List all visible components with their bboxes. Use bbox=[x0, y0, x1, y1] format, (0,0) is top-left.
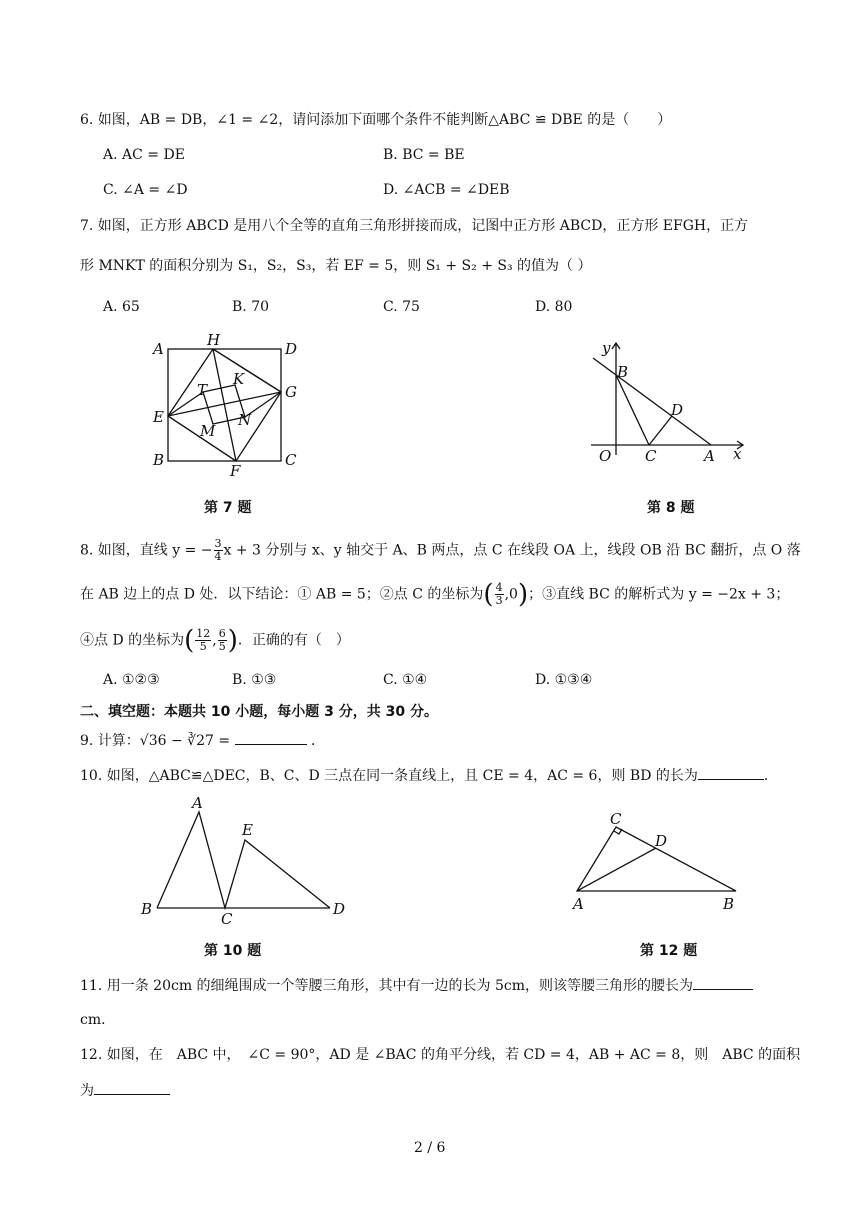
q8-line2-end: ；③直线 BC 的解析式为 y = −2x + 3； bbox=[528, 586, 790, 603]
q8-fraction-6-5 bbox=[218, 628, 227, 653]
fig10-label-e: E bbox=[242, 821, 253, 839]
page-number: 2 / 6 bbox=[414, 1140, 446, 1156]
fig10-label-a: A bbox=[192, 794, 203, 812]
q6-option-c: C. ∠A = ∠D bbox=[103, 182, 188, 198]
q7-stem-line2: 形 MNKT 的面积分别为 S₁，S₂，S₃，若 EF = 5，则 S₁ + S₂ + S₃ 的值为（ ） bbox=[80, 258, 592, 274]
fig7-label-b: B bbox=[153, 451, 165, 469]
q10 bbox=[80, 765, 778, 786]
q8-frac1-numerator: 3 bbox=[214, 537, 222, 550]
q8-frac2-denominator: 3 bbox=[495, 594, 503, 607]
q8-line3-start: ④点 D 的坐标为 bbox=[80, 632, 185, 649]
q12-answer-blank bbox=[94, 1080, 170, 1095]
fig10-caption: 第 10 题 bbox=[204, 943, 262, 959]
figure-7-square-diagram bbox=[145, 330, 315, 480]
q8-line2: 在 AB 边上的点 D 处．以下结论：① AB = 5；②点 C 的坐标为( $\frac{4}{3}$ ,0)；③直线 BC 的解析式为 y = −2x + 3； bbox=[80, 579, 790, 610]
fig7-label-t: T bbox=[197, 381, 208, 399]
fig12-label-d: D bbox=[655, 832, 668, 850]
q7-option-a: A. 65 bbox=[103, 299, 140, 315]
q10-end: ． bbox=[763, 768, 778, 784]
fig10-label-c: C bbox=[221, 910, 233, 925]
q8-frac4-denominator: 5 bbox=[218, 640, 226, 653]
q12-line1: 12. 如图，在 ABC 中， ∠C = 90°，AD 是 ∠BAC 的角平分线，若 CD = 4，AB + AC = 8，则 ABC 的面积 bbox=[80, 1047, 801, 1063]
fig8-label-c: C bbox=[645, 447, 657, 465]
q8-frac2-numerator: 4 bbox=[495, 581, 503, 594]
q9 bbox=[80, 730, 325, 751]
q8-fraction-4-3 bbox=[495, 582, 504, 607]
figure-8-coordinate-diagram bbox=[585, 335, 750, 465]
fig7-caption: 第 7 题 bbox=[204, 500, 252, 516]
q8-option-b: B. ①③ bbox=[232, 672, 277, 688]
q8-line2-start: 在 AB 边上的点 D 处．以下结论：① AB = 5；②点 C 的坐标为 bbox=[80, 586, 484, 603]
q8-line3-end: ．正确的有（ ） bbox=[237, 632, 350, 649]
q8-frac4-numerator: 6 bbox=[218, 627, 226, 640]
q9-end: ． bbox=[311, 733, 325, 749]
fig7-label-e: E bbox=[153, 408, 164, 426]
q6-stem: 6. 如图，AB = DB，∠1 = ∠2，请问添加下面哪个条件不能判断△ABC ≌ DBE 的是（ ） bbox=[80, 112, 672, 128]
fig7-label-f: F bbox=[230, 462, 241, 480]
q8-fraction-3-4 bbox=[214, 538, 223, 563]
q10-text: 10. 如图，△ABC≌△DEC，B、C、D 三点在同一条直线上，且 CE = 4，AC = 6，则 BD 的长为 bbox=[80, 768, 698, 784]
q11-text: 11. 用一条 20cm 的细绳围成一个等腰三角形，其中有一边的长为 5cm，则该等腰三角形的腰长为 bbox=[80, 978, 694, 994]
fig8-label-o: O bbox=[599, 447, 612, 465]
fig8-label-y: y bbox=[602, 339, 611, 357]
fig12-label-a: A bbox=[573, 895, 584, 913]
fig8-label-b: B bbox=[617, 363, 629, 381]
q8-frac3-numerator: 12 bbox=[196, 627, 211, 640]
q12-line2 bbox=[80, 1080, 170, 1101]
q7-option-c: C. 75 bbox=[383, 299, 420, 315]
q11-line1 bbox=[80, 975, 753, 996]
fig12-caption: 第 12 题 bbox=[640, 943, 698, 959]
fig7-label-h: H bbox=[207, 331, 221, 349]
q8-fraction-12-5 bbox=[195, 628, 211, 653]
fig10-label-d: D bbox=[333, 900, 346, 918]
fig7-label-d: D bbox=[285, 340, 298, 358]
q6-option-a: A. AC = DE bbox=[103, 147, 185, 163]
q8-line1-start: 8. 如图，直线 y = − bbox=[80, 542, 213, 559]
fig12-label-b: B bbox=[723, 895, 735, 913]
q7-stem-line1: 7. 如图，正方形 ABCD 是用八个全等的直角三角形拼接而成，记图中正方形 ABCD，正方形 EFGH，正方 bbox=[80, 218, 749, 234]
q10-answer-blank bbox=[698, 765, 764, 780]
q6-option-b: B. BC = BE bbox=[383, 147, 465, 163]
fig8-label-x: x bbox=[733, 445, 742, 463]
q8-line1-end: x + 3 分别与 x、y 轴交于 A、B 两点，点 C 在线段 OA 上，线段 OB 沿 BC 翻折，点 O 落 bbox=[223, 542, 801, 559]
fig8-caption: 第 8 题 bbox=[647, 500, 695, 516]
fig7-label-k: K bbox=[233, 370, 245, 388]
q8-frac3-denominator: 5 bbox=[199, 640, 207, 653]
q6-option-d: D. ∠ACB = ∠DEB bbox=[383, 182, 510, 198]
q9-text: 9. 计算：√36 − ∛27 = bbox=[80, 733, 231, 749]
q9-answer-blank bbox=[235, 730, 307, 745]
q7-option-b: B. 70 bbox=[232, 299, 270, 315]
q8-option-d: D. ①③④ bbox=[535, 672, 593, 688]
q11-unit: cm． bbox=[80, 1012, 116, 1028]
q8-option-a: A. ①②③ bbox=[103, 672, 160, 688]
fig7-label-a: A bbox=[153, 340, 164, 358]
q12-start: 为 bbox=[80, 1083, 94, 1099]
q8-line1 bbox=[80, 538, 801, 563]
q8-option-c: C. ①④ bbox=[383, 672, 428, 688]
q7-option-d: D. 80 bbox=[535, 299, 573, 315]
fig7-label-m: M bbox=[200, 422, 216, 440]
fig8-label-a: A bbox=[704, 447, 715, 465]
fig7-label-n: N bbox=[238, 411, 252, 429]
q8-point-c-tail: ,0 bbox=[504, 586, 518, 603]
figure-12-right-triangle bbox=[565, 805, 750, 915]
q8-line3: ④点 D 的坐标为( $\frac{12}{5}$ , $\frac{6}{5}$ )．正确的有（ ） bbox=[80, 625, 350, 656]
q8-frac1-denominator: 4 bbox=[214, 550, 222, 563]
fig12-label-c: C bbox=[610, 810, 622, 828]
figure-10-triangles bbox=[135, 790, 355, 925]
q11-answer-blank bbox=[693, 975, 753, 990]
fig7-label-c: C bbox=[285, 451, 297, 469]
fig10-label-b: B bbox=[141, 900, 153, 918]
fig7-label-g: G bbox=[285, 383, 297, 401]
fig8-label-d: D bbox=[671, 401, 684, 419]
section-2-heading: 二、填空题：本题共 10 小题，每小题 3 分，共 30 分。 bbox=[80, 704, 438, 720]
